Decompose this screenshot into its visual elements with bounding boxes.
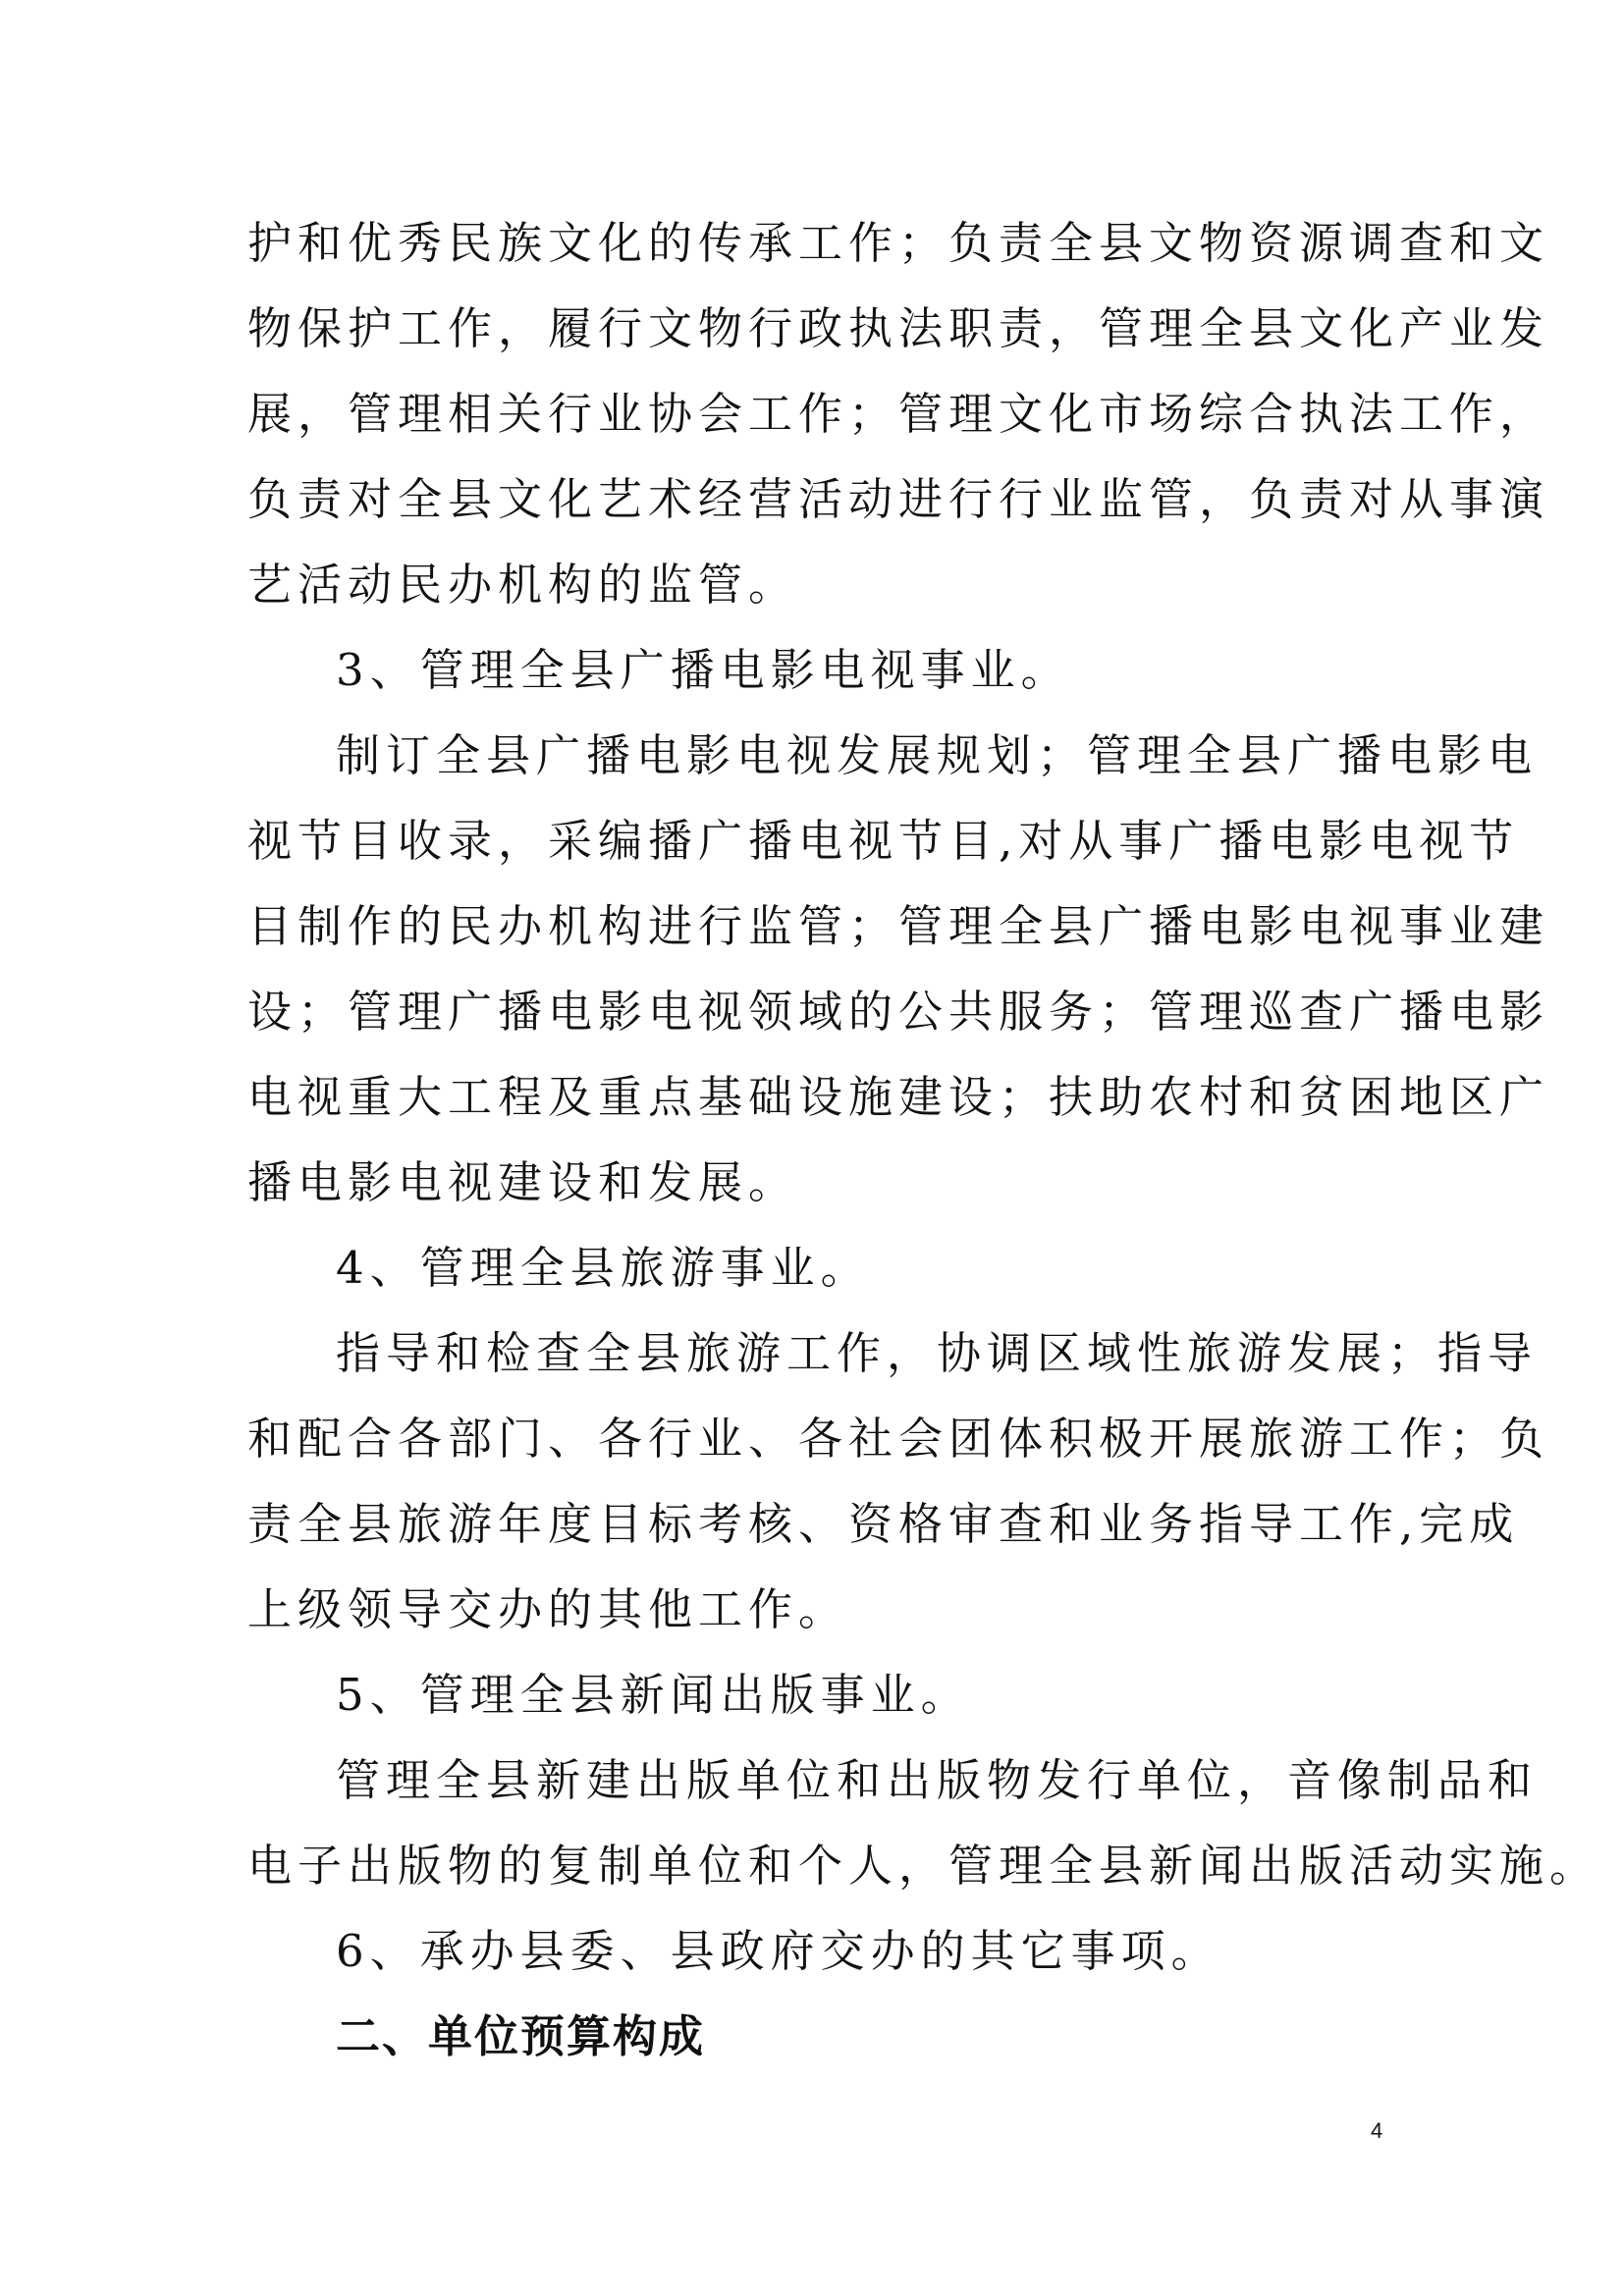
numbered-item-heading: 4、管理全县旅游事业。 (336, 1242, 871, 1294)
body-text-line: 和配合各部门、各行业、各社会团体积极开展旅游工作；负 (247, 1413, 1550, 1465)
body-text-line: 播电影电视建设和发展。 (247, 1156, 799, 1208)
body-text-line: 负责对全县文化艺术经营活动进行行业监管，负责对从事演 (247, 473, 1550, 525)
body-text-line: 护和优秀民族文化的传承工作；负责全县文物资源调查和文 (247, 217, 1550, 269)
body-text-line: 物保护工作，履行文物行政执法职责，管理全县文化产业发 (247, 302, 1550, 354)
paragraph-first-line: 制订全县广播电影电视发展规划；管理全县广播电影电 (336, 729, 1539, 781)
body-text-line: 展，管理相关行业协会工作；管理文化市场综合执法工作， (247, 388, 1550, 440)
numbered-item-heading: 6、承办县委、县政府交办的其它事项。 (336, 1925, 1221, 1977)
body-text-line: 设；管理广播电影电视领域的公共服务；管理巡查广播电影 (247, 986, 1550, 1038)
body-text-line: 视节目收录，采编播广播电视节目,对从事广播电影电视节 (247, 815, 1520, 867)
body-text-line: 电视重大工程及重点基础设施建设；扶助农村和贫困地区广 (247, 1071, 1550, 1123)
body-text-line: 上级领导交办的其他工作。 (247, 1583, 849, 1635)
page-number: 4 (1371, 2118, 1383, 2143)
numbered-item-heading: 3、管理全县广播电影电视事业。 (336, 644, 1071, 696)
body-text-line: 电子出版物的复制单位和个人，管理全县新闻出版活动实施。 (247, 1840, 1600, 1892)
body-text-line: 责全县旅游年度目标考核、资格审查和业务指导工作,完成 (247, 1498, 1520, 1550)
numbered-item-heading: 5、管理全县新闻出版事业。 (336, 1669, 971, 1721)
paragraph-first-line: 指导和检查全县旅游工作，协调区域性旅游发展；指导 (336, 1327, 1539, 1379)
paragraph-first-line: 管理全县新建出版单位和出版物发行单位，音像制品和 (336, 1754, 1539, 1806)
body-text-line: 目制作的民办机构进行监管；管理全县广播电影电视事业建 (247, 900, 1550, 952)
body-text-line: 艺活动民办机构的监管。 (247, 559, 799, 611)
section-heading: 二、单位预算构成 (336, 2010, 706, 2062)
